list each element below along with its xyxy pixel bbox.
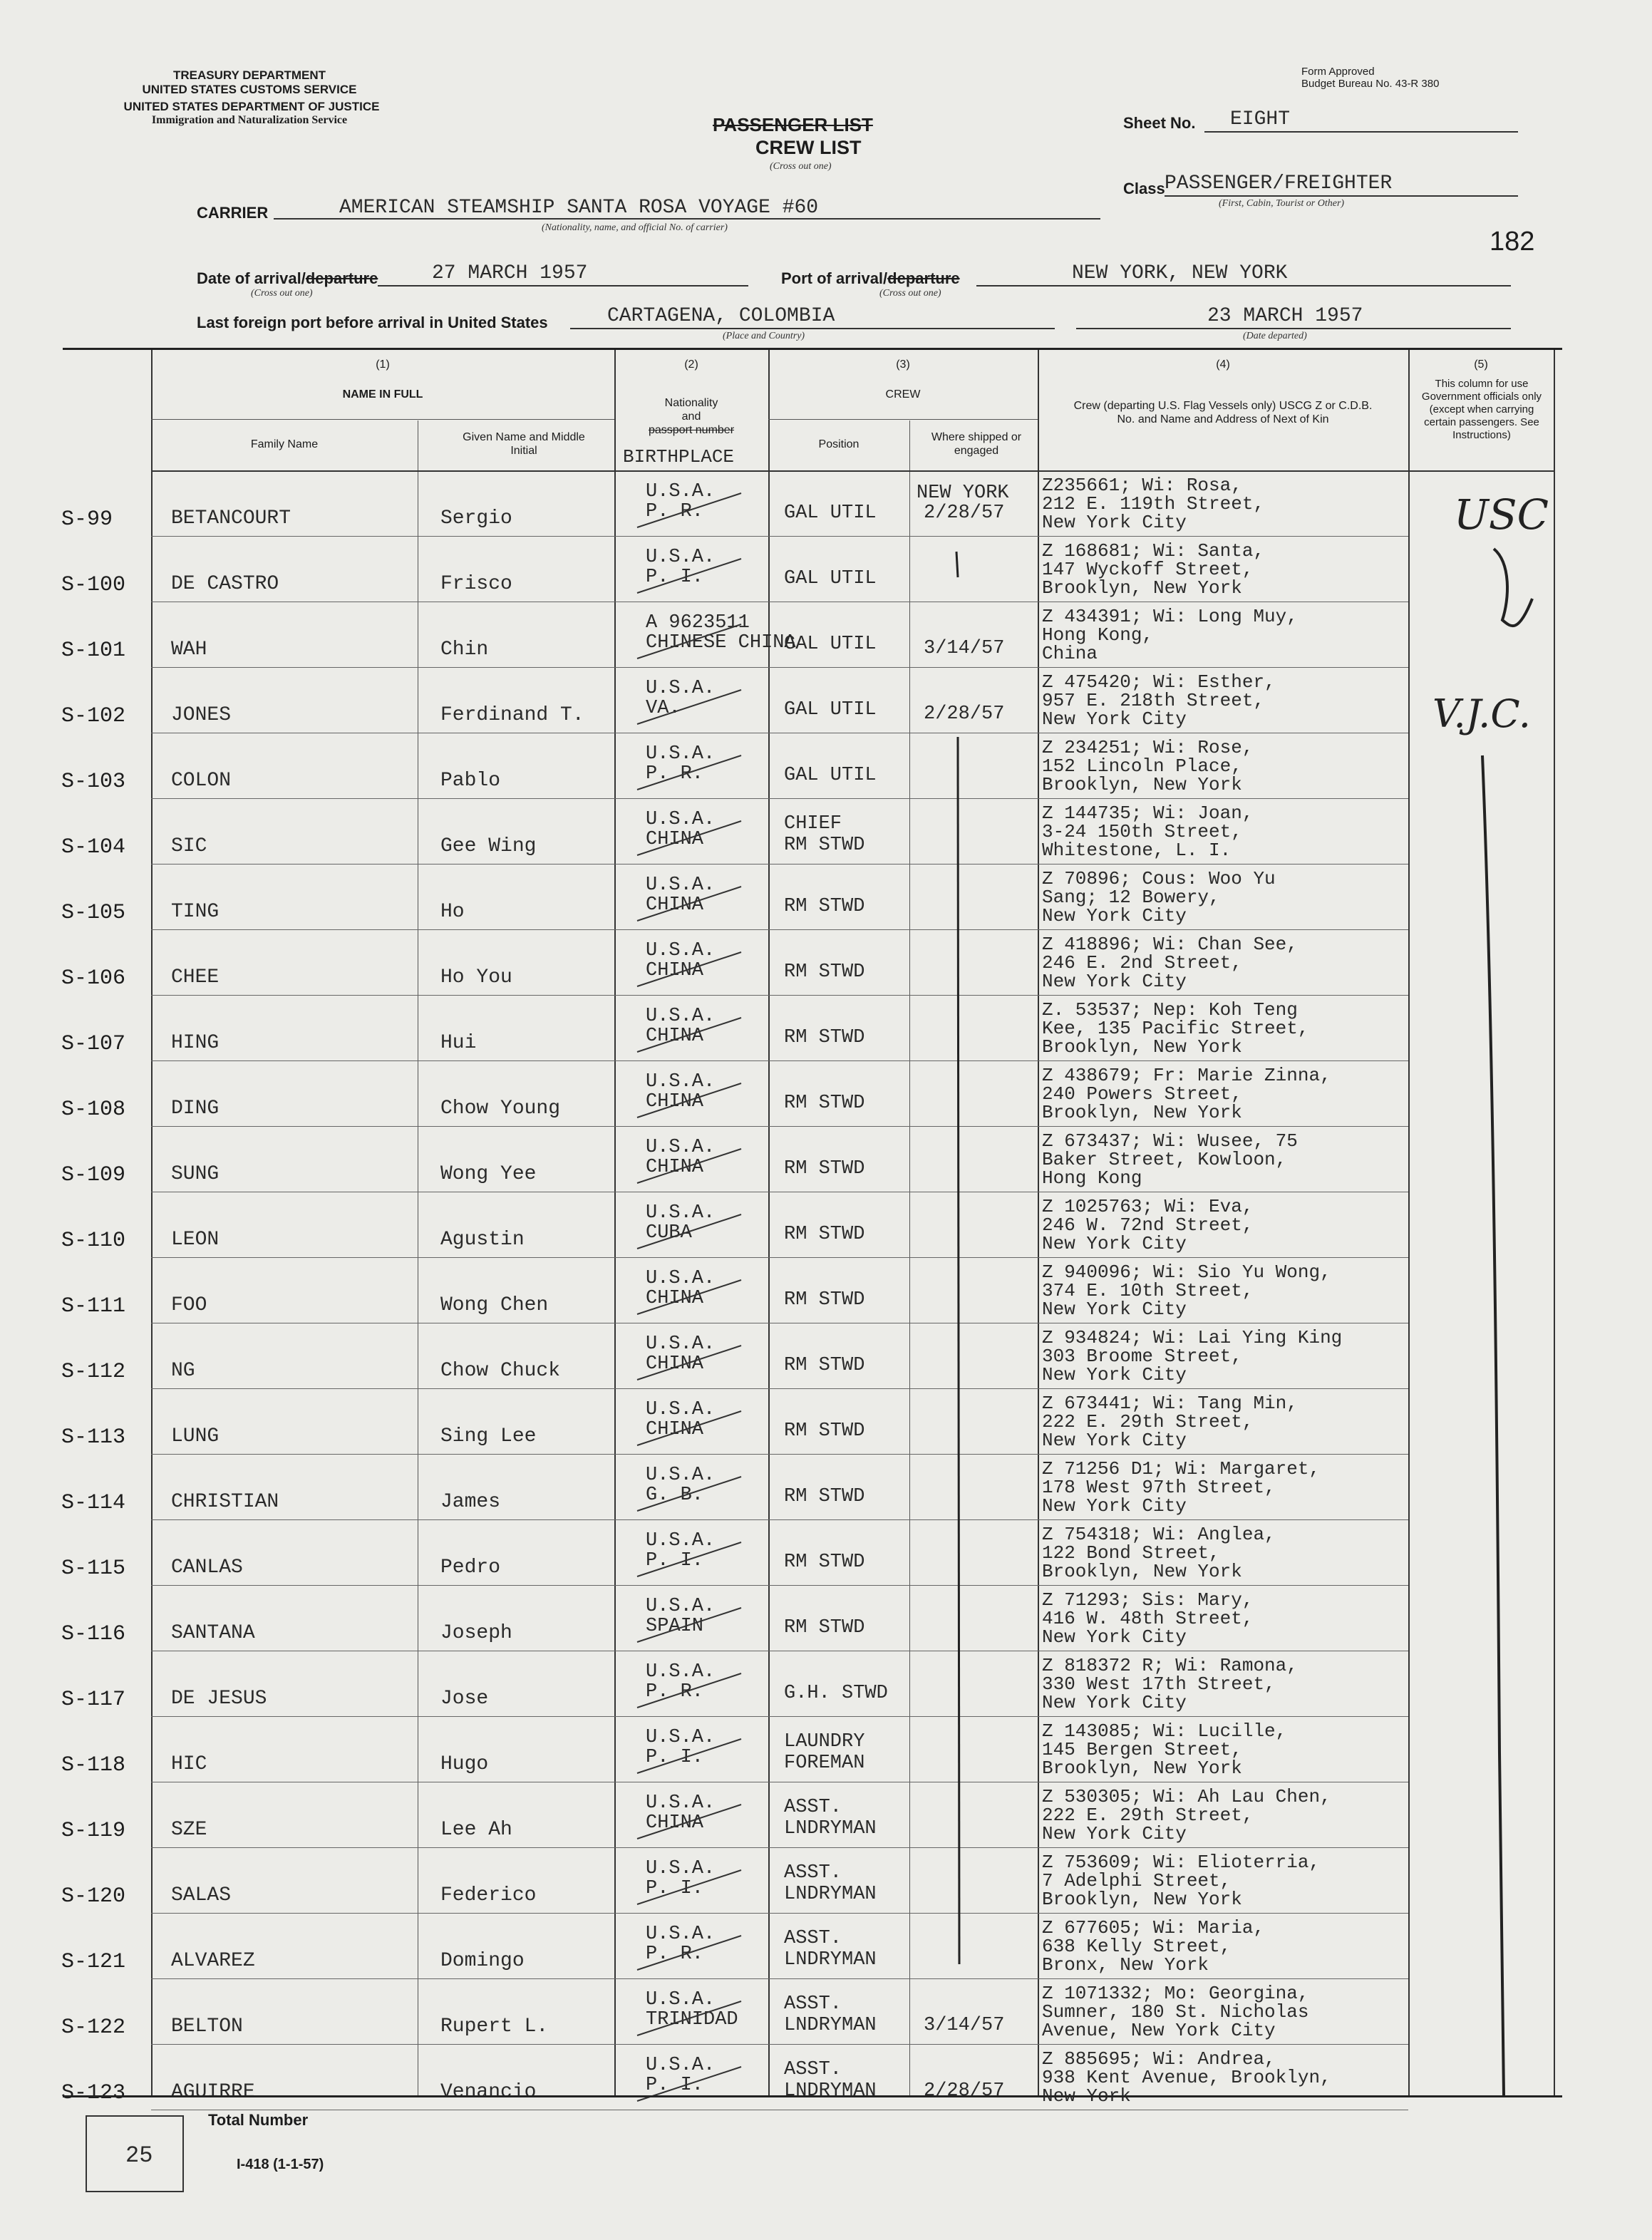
birthplace: P. I. <box>646 1878 704 1899</box>
row-number: S-115 <box>61 1557 126 1581</box>
col2-birthplace: BIRTHPLACE <box>623 446 735 468</box>
next-of-kin-line-2: Baker Street, Kowloon, <box>1042 1149 1287 1170</box>
next-of-kin-line-1: Z235661; Wi: Rosa, <box>1042 475 1242 496</box>
family-name: DING <box>171 1098 220 1120</box>
col3-where: Where shipped or engaged <box>931 431 1022 457</box>
next-of-kin-line-2: 240 Powers Street, <box>1042 1083 1242 1105</box>
position-line-1: ASST. <box>784 1862 842 1884</box>
nationality: U.S.A. <box>646 1792 716 1814</box>
next-of-kin-line-1: Z. 53537; Nep: Koh Teng <box>1042 999 1298 1021</box>
col2-title-a: Nationality <box>664 397 718 409</box>
position: RM STWD <box>784 1289 865 1311</box>
birthplace: CHINA <box>646 1353 704 1375</box>
row-number: S-105 <box>61 901 126 925</box>
next-of-kin-line-2: 416 W. 48th Street, <box>1042 1608 1254 1629</box>
family-name: SANTANA <box>171 1622 255 1644</box>
given-name: Chow Young <box>440 1098 561 1120</box>
nationality: U.S.A. <box>646 743 716 765</box>
family-name: TING <box>171 901 220 923</box>
next-of-kin-line-1: Z 677605; Wi: Maria, <box>1042 1917 1265 1939</box>
row-number: S-104 <box>61 835 126 860</box>
birthplace: CHINA <box>646 1026 704 1047</box>
row-number: S-113 <box>61 1425 126 1450</box>
next-of-kin-line-3: New York City <box>1042 1364 1187 1385</box>
date-departed-note: (Date departed) <box>1243 331 1307 341</box>
port-arrival-value: NEW YORK, NEW YORK <box>1072 262 1288 284</box>
family-name: HING <box>171 1032 220 1054</box>
birthplace: CHINA <box>646 1288 704 1309</box>
ditto-mark-gov-long <box>1482 755 1504 2095</box>
row-number: S-101 <box>61 639 126 663</box>
where-engaged-line-2: 2/28/57 <box>924 502 1005 524</box>
position: RM STWD <box>784 1486 865 1507</box>
given-name: Joseph <box>440 1622 512 1644</box>
next-of-kin-line-2: 957 E. 218th Street, <box>1042 690 1265 711</box>
family-name: LUNG <box>171 1425 220 1447</box>
family-name: BETANCOURT <box>171 507 291 530</box>
next-of-kin-line-3: Bronx, New York <box>1042 1954 1209 1976</box>
next-of-kin-line-2: Sumner, 180 St. Nicholas <box>1042 2001 1309 2023</box>
given-name: Rupert L. <box>440 2016 549 2038</box>
row-number: S-110 <box>61 1229 126 1253</box>
agency-line-1: TREASURY DEPARTMENT <box>172 68 326 82</box>
next-of-kin-line-3: New York City <box>1042 1823 1187 1844</box>
row-number: S-117 <box>61 1688 126 1712</box>
port-label-struck: departure <box>887 269 960 287</box>
row-number: S-123 <box>61 2081 126 2105</box>
next-of-kin-line-2: 638 Kelly Street, <box>1042 1936 1232 1957</box>
birthplace: P. R. <box>646 763 704 785</box>
next-of-kin-line-3: New York City <box>1042 512 1187 533</box>
next-of-kin-line-1: Z 71293; Sis: Mary, <box>1042 1589 1254 1611</box>
position: RM STWD <box>784 1355 865 1376</box>
given-name: Chow Chuck <box>440 1360 561 1382</box>
position: GAL UTIL <box>784 699 877 721</box>
family-name: DE JESUS <box>171 1688 267 1710</box>
next-of-kin-line-2: 330 West 17th Street, <box>1042 1673 1276 1695</box>
next-of-kin-line-1: Z 754318; Wi: Anglea, <box>1042 1524 1276 1545</box>
birthplace: P. I. <box>646 1747 704 1768</box>
family-name: CANLAS <box>171 1557 243 1579</box>
birthplace: CHINA <box>646 1812 704 1834</box>
given-name: Frisco <box>440 573 512 595</box>
position: RM STWD <box>784 1093 865 1114</box>
where-engaged-line-1: NEW YORK <box>917 482 1009 504</box>
row-number: S-114 <box>61 1491 126 1515</box>
position: RM STWD <box>784 1420 865 1442</box>
next-of-kin-line-1: Z 168681; Wi: Santa, <box>1042 540 1265 562</box>
next-of-kin-line-1: Z 934824; Wi: Lai Ying King <box>1042 1327 1343 1348</box>
budget-bureau-line: Budget Bureau No. 43-R 380 <box>1301 78 1440 90</box>
nationality: U.S.A. <box>646 2055 716 2076</box>
next-of-kin-line-3: Brooklyn, New York <box>1042 1561 1242 1582</box>
next-of-kin-line-2: 3-24 150th Street, <box>1042 821 1242 842</box>
next-of-kin-line-2: Hong Kong, <box>1042 624 1154 646</box>
next-of-kin-line-3: Brooklyn, New York <box>1042 577 1242 599</box>
nationality: U.S.A. <box>646 481 716 502</box>
next-of-kin-line-3: New York City <box>1042 1495 1187 1517</box>
next-of-kin-line-1: Z 1071332; Mo: Georgina, <box>1042 1983 1309 2004</box>
position: RM STWD <box>784 961 865 983</box>
next-of-kin-line-1: Z 673437; Wi: Wusee, 75 <box>1042 1130 1298 1152</box>
class-note: (First, Cabin, Tourist or Other) <box>1219 198 1345 209</box>
family-name: LEON <box>171 1229 220 1251</box>
position-line-2: LNDRYMAN <box>784 1884 877 1905</box>
next-of-kin-line-3: New York City <box>1042 1233 1187 1254</box>
nationality: U.S.A. <box>646 1530 716 1552</box>
nationality: U.S.A. <box>646 1989 716 2011</box>
family-name: SUNG <box>171 1163 220 1185</box>
given-name: Agustin <box>440 1229 525 1251</box>
next-of-kin-line-3: Brooklyn, New York <box>1042 1889 1242 1910</box>
table-bottom-rule <box>63 2095 1562 2097</box>
next-of-kin-line-1: Z 234251; Wi: Rose, <box>1042 737 1254 758</box>
nationality: U.S.A. <box>646 874 716 896</box>
position: RM STWD <box>784 1027 865 1048</box>
nationality: U.S.A. <box>646 1268 716 1289</box>
next-of-kin-line-1: Z 144735; Wi: Joan, <box>1042 802 1254 824</box>
next-of-kin-line-3: New York City <box>1042 1430 1187 1451</box>
where-engaged: 2/28/57 <box>924 2080 1005 2102</box>
nationality: U.S.A. <box>646 1858 716 1879</box>
next-of-kin-line-1: Z 818372 R; Wi: Ramona, <box>1042 1655 1298 1676</box>
carrier-note: (Nationality, name, and official No. of carrier) <box>542 222 728 233</box>
given-name: Lee Ah <box>440 1819 512 1841</box>
family-name: COLON <box>171 770 232 792</box>
next-of-kin-line-3: Brooklyn, New York <box>1042 1036 1242 1058</box>
given-name: Hugo <box>440 1753 489 1775</box>
given-name: Sing Lee <box>440 1425 537 1447</box>
birthplace: SPAIN <box>646 1616 704 1637</box>
next-of-kin-line-2: 145 Bergen Street, <box>1042 1739 1242 1760</box>
next-of-kin-line-1: Z 940096; Wi: Sio Yu Wong, <box>1042 1261 1331 1283</box>
row-number: S-106 <box>61 966 126 991</box>
birthplace: TRINIDAD <box>646 2009 738 2030</box>
nationality: U.S.A. <box>646 1465 716 1486</box>
given-name: Wong Yee <box>440 1163 537 1185</box>
col3-number: (3) <box>896 358 910 371</box>
nationality: U.S.A. <box>646 1071 716 1093</box>
col5-title: This column for use Government officials only (except when carrying certain passengers. See Instructions) <box>1421 378 1542 441</box>
given-name: Ho You <box>440 966 512 989</box>
given-name: Pablo <box>440 770 501 792</box>
col4-number: (4) <box>1216 358 1230 371</box>
next-of-kin-line-2: 212 E. 119th Street, <box>1042 493 1265 515</box>
date-arrival-value: 27 MARCH 1957 <box>432 262 588 284</box>
col1-given: Given Name and Middle Initial <box>463 431 585 457</box>
birthplace: P. I. <box>646 567 704 588</box>
ditto-mark-gov-column <box>1494 549 1532 626</box>
given-name: James <box>440 1491 501 1513</box>
position-line-1: CHIEF <box>784 813 842 835</box>
annotation-usc-2: V.J.C. <box>1432 691 1531 736</box>
last-port-value: CARTAGENA, COLOMBIA <box>607 305 835 327</box>
next-of-kin-line-2: 246 W. 72nd Street, <box>1042 1214 1254 1236</box>
given-name: Federico <box>440 1884 537 1906</box>
ins-line: Immigration and Naturalization Service <box>151 114 348 126</box>
date-label-text: Date of arrival/ <box>197 269 306 287</box>
col1-family: Family Name <box>250 438 319 450</box>
given-name: Jose <box>440 1688 489 1710</box>
next-of-kin-line-1: Z 418896; Wi: Chan See, <box>1042 934 1298 955</box>
position-line-1: ASST. <box>784 2059 842 2080</box>
next-of-kin-line-1: Z 438679; Fr: Marie Zinna, <box>1042 1065 1331 1086</box>
row-number: S-112 <box>61 1360 126 1384</box>
given-name: Hui <box>440 1032 477 1054</box>
position-line-2: FOREMAN <box>784 1753 865 1774</box>
family-name: DE CASTRO <box>171 573 279 595</box>
nationality: U.S.A. <box>646 1137 716 1158</box>
birthplace: P. I. <box>646 2075 704 2096</box>
position: RM STWD <box>784 1224 865 1245</box>
family-name: SZE <box>171 1819 207 1841</box>
position-line-2: LNDRYMAN <box>784 1818 877 1839</box>
birthplace: CUBA <box>646 1222 692 1244</box>
nationality: A 9623511 <box>646 612 750 634</box>
row-number: S-122 <box>61 2016 126 2040</box>
position-line-1: ASST. <box>784 1928 842 1949</box>
date-cross-out: (Cross out one) <box>251 288 313 299</box>
row-number: S-102 <box>61 704 126 728</box>
next-of-kin-line-3: Hong Kong <box>1042 1167 1142 1189</box>
next-of-kin-line-2: Kee, 135 Pacific Street, <box>1042 1018 1309 1039</box>
family-name: BELTON <box>171 2016 243 2038</box>
position: RM STWD <box>784 1617 865 1638</box>
birthplace: P. I. <box>646 1550 704 1571</box>
next-of-kin-line-3: New York City <box>1042 1299 1187 1320</box>
nationality: U.S.A. <box>646 1924 716 1945</box>
next-of-kin-line-1: Z 143085; Wi: Lucille, <box>1042 1720 1287 1742</box>
birthplace: VA. <box>646 698 681 719</box>
birthplace: CHINA <box>646 894 704 916</box>
birthplace: CHINA <box>646 829 704 850</box>
family-name: AGUIRRE <box>171 2081 255 2103</box>
next-of-kin-line-1: Z 753609; Wi: Elioterria, <box>1042 1852 1321 1873</box>
next-of-kin-line-2: 374 E. 10th Street, <box>1042 1280 1254 1301</box>
given-name: Sergio <box>440 507 512 530</box>
next-of-kin-line-2: 152 Lincoln Place, <box>1042 755 1242 777</box>
nationality: U.S.A. <box>646 678 716 699</box>
row-number: S-119 <box>61 1819 126 1843</box>
nationality: U.S.A. <box>646 1399 716 1420</box>
col2-title-b: and <box>681 411 701 423</box>
date-label-struck: departure <box>305 269 378 287</box>
family-name: SIC <box>171 835 207 857</box>
next-of-kin-line-3: New York <box>1042 2085 1131 2107</box>
nationality: U.S.A. <box>646 1727 716 1748</box>
next-of-kin-line-3: Brooklyn, New York <box>1042 1758 1242 1779</box>
family-name: FOO <box>171 1294 207 1316</box>
given-name: Pedro <box>440 1557 501 1579</box>
row-number: S-121 <box>61 1950 126 1974</box>
family-name: JONES <box>171 704 232 726</box>
next-of-kin-line-1: Z 885695; Wi: Andrea, <box>1042 2048 1276 2070</box>
row-number: S-120 <box>61 1884 126 1909</box>
given-name: Domingo <box>440 1950 525 1972</box>
next-of-kin-line-2: 122 Bond Street, <box>1042 1542 1220 1564</box>
cross-out-note: (Cross out one) <box>770 161 832 172</box>
position: GAL UTIL <box>784 568 877 589</box>
birthplace: P. R. <box>646 1944 704 1965</box>
next-of-kin-line-3: New York City <box>1042 708 1187 730</box>
position: GAL UTIL <box>784 634 877 655</box>
next-of-kin-line-2: 246 E. 2nd Street, <box>1042 952 1242 974</box>
nationality: U.S.A. <box>646 809 716 830</box>
next-of-kin-line-1: Z 71256 D1; Wi: Margaret, <box>1042 1458 1321 1480</box>
family-name: CHEE <box>171 966 220 989</box>
position: G.H. STWD <box>784 1683 888 1704</box>
next-of-kin-line-2: 178 West 97th Street, <box>1042 1477 1276 1498</box>
next-of-kin-line-3: New York City <box>1042 1626 1187 1648</box>
total-label: Total Number <box>208 2111 309 2129</box>
nationality: U.S.A. <box>646 1333 716 1355</box>
family-name: SALAS <box>171 1884 232 1906</box>
row-number: S-100 <box>61 573 126 597</box>
position: RM STWD <box>784 1158 865 1180</box>
next-of-kin-line-3: New York City <box>1042 971 1187 992</box>
next-of-kin-line-2: 303 Broome Street, <box>1042 1346 1242 1367</box>
date-departed-value: 23 MARCH 1957 <box>1207 305 1363 327</box>
col4-title: Crew (departing U.S. Flag Vessels only) USCG Z or C.D.B. No. and Name and Address of Next of Kin <box>1073 400 1373 425</box>
family-name: WAH <box>171 639 207 661</box>
where-engaged: 2/28/57 <box>924 703 1005 725</box>
class-value: PASSENGER/FREIGHTER <box>1165 172 1393 195</box>
last-port-label: Last foreign port before arrival in United States <box>197 314 548 331</box>
row-number: S-99 <box>61 507 113 532</box>
class-label: Class <box>1123 180 1165 197</box>
col3-title: CREW <box>885 388 921 401</box>
next-of-kin-line-3: Brooklyn, New York <box>1042 1102 1242 1123</box>
family-name: ALVAREZ <box>171 1950 255 1972</box>
position-line-2: LNDRYMAN <box>784 2015 877 2036</box>
given-name: Venancio <box>440 2081 537 2103</box>
form-code: I-418 (1-1-57) <box>237 2157 324 2172</box>
doj-line: UNITED STATES DEPARTMENT OF JUSTICE <box>123 100 380 113</box>
sheet-value: EIGHT <box>1230 108 1291 130</box>
next-of-kin-line-3: Whitestone, L. I. <box>1042 840 1232 861</box>
next-of-kin-line-3: Avenue, New York City <box>1042 2020 1276 2041</box>
birthplace: CHINESE CHINA <box>646 632 796 654</box>
col2-title-c: passport number <box>648 424 735 436</box>
family-name: CHRISTIAN <box>171 1491 279 1513</box>
carrier-value: AMERICAN STEAMSHIP SANTA ROSA VOYAGE #60 <box>339 197 819 219</box>
nationality: U.S.A. <box>646 940 716 961</box>
nationality: U.S.A. <box>646 1006 716 1027</box>
row-number: S-107 <box>61 1032 126 1056</box>
port-cross-out: (Cross out one) <box>879 288 941 299</box>
row-number: S-116 <box>61 1622 126 1646</box>
next-of-kin-line-3: Brooklyn, New York <box>1042 774 1242 795</box>
family-name: NG <box>171 1360 195 1382</box>
total-value: 25 <box>125 2142 153 2169</box>
next-of-kin-line-3: New York City <box>1042 1692 1187 1713</box>
given-name: Chin <box>440 639 489 661</box>
family-name: HIC <box>171 1753 207 1775</box>
next-of-kin-line-1: Z 434391; Wi: Long Muy, <box>1042 606 1298 627</box>
list-type: CREW LIST <box>755 137 862 158</box>
given-name: Wong Chen <box>440 1294 549 1316</box>
carrier-label: CARRIER <box>197 204 269 222</box>
next-of-kin-line-1: Z 673441; Wi: Tang Min, <box>1042 1393 1298 1414</box>
given-name: Ferdinand T. <box>440 704 584 726</box>
position-line-1: ASST. <box>784 1797 842 1818</box>
given-name: Ho <box>440 901 465 923</box>
col1-title: NAME IN FULL <box>342 388 423 401</box>
next-of-kin-line-1: Z 70896; Cous: Woo Yu <box>1042 868 1276 889</box>
birthplace: P. R. <box>646 1681 704 1703</box>
row-number: S-103 <box>61 770 126 794</box>
next-of-kin-line-3: China <box>1042 643 1098 664</box>
birthplace: CHINA <box>646 1091 704 1113</box>
last-port-note: (Place and Country) <box>723 331 805 341</box>
nationality: U.S.A. <box>646 1661 716 1683</box>
position-line-1: LAUNDRY <box>784 1731 865 1753</box>
col1-number: (1) <box>376 358 390 371</box>
form-approved-line: Form Approved <box>1301 66 1375 78</box>
birthplace: G. B. <box>646 1485 704 1506</box>
ditto-mark-where-1 <box>956 552 958 577</box>
sheet-label: Sheet No. <box>1123 114 1196 132</box>
next-of-kin-line-1: Z 1025763; Wi: Eva, <box>1042 1196 1254 1217</box>
port-label-text: Port of arrival/ <box>781 269 888 287</box>
birthplace: CHINA <box>646 960 704 981</box>
next-of-kin-line-2: Sang; 12 Bowery, <box>1042 887 1220 908</box>
agency-line-2: UNITED STATES CUSTOMS SERVICE <box>142 83 357 96</box>
where-engaged: 3/14/57 <box>924 638 1005 659</box>
next-of-kin-line-2: 7 Adelphi Street, <box>1042 1870 1232 1891</box>
annotation-usc-1: USC <box>1454 490 1549 539</box>
nationality: U.S.A. <box>646 1596 716 1617</box>
row-number: S-111 <box>61 1294 126 1318</box>
row-number: S-108 <box>61 1098 126 1122</box>
row-number: S-109 <box>61 1163 126 1187</box>
birthplace: CHINA <box>646 1419 704 1440</box>
position-line-2: LNDRYMAN <box>784 1949 877 1971</box>
list-type-struck: PASSENGER LIST <box>713 114 873 135</box>
nationality: U.S.A. <box>646 1202 716 1224</box>
position: RM STWD <box>784 1552 865 1573</box>
next-of-kin-line-2: 222 E. 29th Street, <box>1042 1411 1254 1433</box>
birthplace: CHINA <box>646 1157 704 1178</box>
next-of-kin-line-2: 938 Kent Avenue, Brooklyn, <box>1042 2067 1331 2088</box>
col3-position: Position <box>818 438 859 450</box>
where-engaged: 3/14/57 <box>924 2015 1005 2036</box>
ditto-mark-where-2 <box>958 737 959 1964</box>
position-line-2: RM STWD <box>784 835 865 856</box>
next-of-kin-line-1: Z 475420; Wi: Esther, <box>1042 671 1276 693</box>
position-line-1: ASST. <box>784 1993 842 2015</box>
col2-number: (2) <box>684 358 698 371</box>
position: GAL UTIL <box>784 502 877 524</box>
page-number: 182 <box>1490 227 1535 257</box>
birthplace: P. R. <box>646 501 704 522</box>
next-of-kin-line-2: 147 Wyckoff Street, <box>1042 559 1254 580</box>
position: RM STWD <box>784 896 865 917</box>
position: GAL UTIL <box>784 765 877 786</box>
given-name: Gee Wing <box>440 835 537 857</box>
nationality: U.S.A. <box>646 547 716 568</box>
next-of-kin-line-1: Z 530305; Wi: Ah Lau Chen, <box>1042 1786 1331 1807</box>
col5-number: (5) <box>1474 358 1488 371</box>
position-line-2: LNDRYMAN <box>784 2080 877 2102</box>
next-of-kin-line-2: 222 E. 29th Street, <box>1042 1805 1254 1826</box>
next-of-kin-line-3: New York City <box>1042 905 1187 927</box>
row-number: S-118 <box>61 1753 126 1777</box>
